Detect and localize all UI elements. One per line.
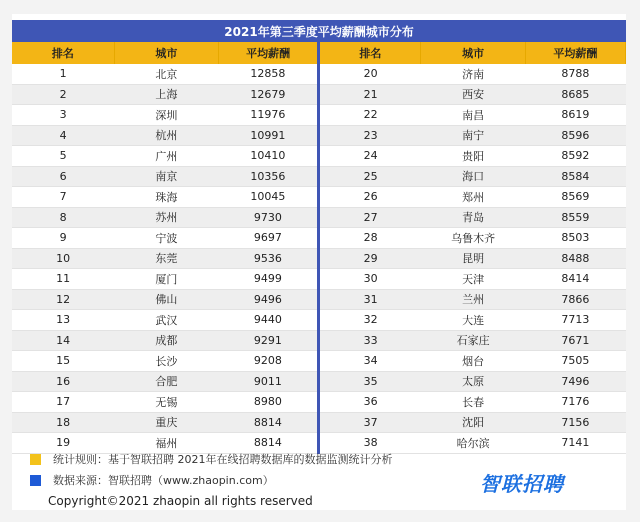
city-cell: 南宁 [421,125,525,146]
table-row [12,289,626,310]
rank-cell: 14 [12,330,114,351]
table-row [12,248,626,269]
salary-cell: 9011 [219,371,319,392]
city-cell: 广州 [114,146,218,167]
salary-cell: 9730 [219,207,319,228]
salary-cell: 8488 [525,248,625,269]
salary-table [12,42,626,454]
city-cell: 南京 [114,166,218,187]
salary-cell: 8980 [219,392,319,413]
table-row [12,84,626,105]
rank-cell: 17 [12,392,114,413]
header-salary: 平均薪酬 [525,42,625,64]
city-cell: 济南 [421,64,525,84]
salary-cell: 7866 [525,289,625,310]
zhaopin-logo: 智联招聘 [480,472,564,496]
rank-cell: 8 [12,207,114,228]
salary-cell: 7671 [525,330,625,351]
city-cell: 郑州 [421,187,525,208]
city-cell: 天津 [421,269,525,290]
salary-cell: 9208 [219,351,319,372]
city-cell: 沈阳 [421,412,525,433]
rank-cell: 25 [319,166,421,187]
salary-cell: 7156 [525,412,625,433]
table-row [12,371,626,392]
table-row [12,310,626,331]
header-rank: 排名 [319,42,421,64]
salary-cell: 12679 [219,84,319,105]
city-cell: 无锡 [114,392,218,413]
rank-cell: 12 [12,289,114,310]
rank-cell: 10 [12,248,114,269]
rank-cell: 37 [319,412,421,433]
city-cell: 大连 [421,310,525,331]
salary-cell: 8814 [219,433,319,454]
city-cell: 福州 [114,433,218,454]
rank-cell: 32 [319,310,421,331]
rank-cell: 35 [319,371,421,392]
table-row [12,330,626,351]
salary-cell: 7141 [525,433,625,454]
note-rule-text: 统计规则：基于智联招聘 2021年在线招聘数据库的数据监测统计分析 [53,453,393,466]
city-cell: 北京 [114,64,218,84]
rank-cell: 4 [12,125,114,146]
rank-cell: 36 [319,392,421,413]
table-row [12,392,626,413]
rank-cell: 2 [12,84,114,105]
rank-cell: 1 [12,64,114,84]
table-row [12,269,626,290]
header-salary: 平均薪酬 [219,42,319,64]
note-source-text: 数据来源：智联招聘（www.zhaopin.com） [53,474,274,487]
rank-cell: 19 [12,433,114,454]
rank-cell: 6 [12,166,114,187]
rank-cell: 34 [319,351,421,372]
salary-cell: 9697 [219,228,319,249]
footer-notes [12,450,626,510]
salary-cell: 10356 [219,166,319,187]
rank-cell: 22 [319,105,421,126]
city-cell: 武汉 [114,310,218,331]
rank-cell: 21 [319,84,421,105]
salary-cell: 8559 [525,207,625,228]
salary-cell: 8414 [525,269,625,290]
city-cell: 兰州 [421,289,525,310]
table-row [12,166,626,187]
table-row [12,187,626,208]
salary-cell: 8584 [525,166,625,187]
table-row [12,412,626,433]
blue-square-icon [30,475,41,486]
table-row [12,125,626,146]
city-cell: 长沙 [114,351,218,372]
rank-cell: 18 [12,412,114,433]
salary-cell: 9499 [219,269,319,290]
city-cell: 西安 [421,84,525,105]
table-row [12,64,626,84]
table-title: 2021年第三季度平均薪酬城市分布 [12,20,626,42]
salary-cell: 8596 [525,125,625,146]
city-cell: 南昌 [421,105,525,126]
city-cell: 上海 [114,84,218,105]
city-cell: 深圳 [114,105,218,126]
rank-cell: 30 [319,269,421,290]
city-cell: 贵阳 [421,146,525,167]
city-cell: 成都 [114,330,218,351]
city-cell: 乌鲁木齐 [421,228,525,249]
rank-cell: 29 [319,248,421,269]
rank-cell: 7 [12,187,114,208]
note-rule [30,450,393,468]
rank-cell: 5 [12,146,114,167]
city-cell: 烟台 [421,351,525,372]
copyright: Copyright©2021 zhaopin all rights reserved [48,494,313,508]
header-row [12,42,626,64]
table-row [12,146,626,167]
salary-cell: 7496 [525,371,625,392]
yellow-square-icon [30,454,41,465]
city-cell: 杭州 [114,125,218,146]
city-cell: 石家庄 [421,330,525,351]
salary-cell: 9440 [219,310,319,331]
city-cell: 海口 [421,166,525,187]
header-rank: 排名 [12,42,114,64]
rank-cell: 38 [319,433,421,454]
salary-cell: 8503 [525,228,625,249]
city-cell: 宁波 [114,228,218,249]
table-row [12,207,626,228]
rank-cell: 31 [319,289,421,310]
city-cell: 重庆 [114,412,218,433]
table-row [12,228,626,249]
rank-cell: 24 [319,146,421,167]
city-cell: 合肥 [114,371,218,392]
salary-cell: 9291 [219,330,319,351]
rank-cell: 16 [12,371,114,392]
salary-cell: 7505 [525,351,625,372]
salary-cell: 7176 [525,392,625,413]
salary-cell: 9496 [219,289,319,310]
salary-cell: 7713 [525,310,625,331]
rank-cell: 9 [12,228,114,249]
header-city: 城市 [421,42,525,64]
salary-cell: 9536 [219,248,319,269]
note-source [30,471,274,489]
salary-cell: 10045 [219,187,319,208]
city-cell: 哈尔滨 [421,433,525,454]
city-cell: 苏州 [114,207,218,228]
city-cell: 珠海 [114,187,218,208]
city-cell: 太原 [421,371,525,392]
city-cell: 东莞 [114,248,218,269]
salary-cell: 8814 [219,412,319,433]
city-cell: 昆明 [421,248,525,269]
city-cell: 长春 [421,392,525,413]
city-cell: 厦门 [114,269,218,290]
salary-cell: 12858 [219,64,319,84]
table-row [12,351,626,372]
table-row [12,105,626,126]
salary-cell: 8619 [525,105,625,126]
rank-cell: 26 [319,187,421,208]
rank-cell: 33 [319,330,421,351]
rank-cell: 11 [12,269,114,290]
salary-cell: 8569 [525,187,625,208]
salary-card [12,14,626,510]
rank-cell: 27 [319,207,421,228]
salary-cell: 10410 [219,146,319,167]
salary-cell: 11976 [219,105,319,126]
salary-cell: 8685 [525,84,625,105]
rank-cell: 28 [319,228,421,249]
salary-cell: 10991 [219,125,319,146]
rank-cell: 15 [12,351,114,372]
rank-cell: 3 [12,105,114,126]
salary-cell: 8788 [525,64,625,84]
city-cell: 青岛 [421,207,525,228]
rank-cell: 20 [319,64,421,84]
salary-cell: 8592 [525,146,625,167]
city-cell: 佛山 [114,289,218,310]
rank-cell: 13 [12,310,114,331]
rank-cell: 23 [319,125,421,146]
header-city: 城市 [114,42,218,64]
